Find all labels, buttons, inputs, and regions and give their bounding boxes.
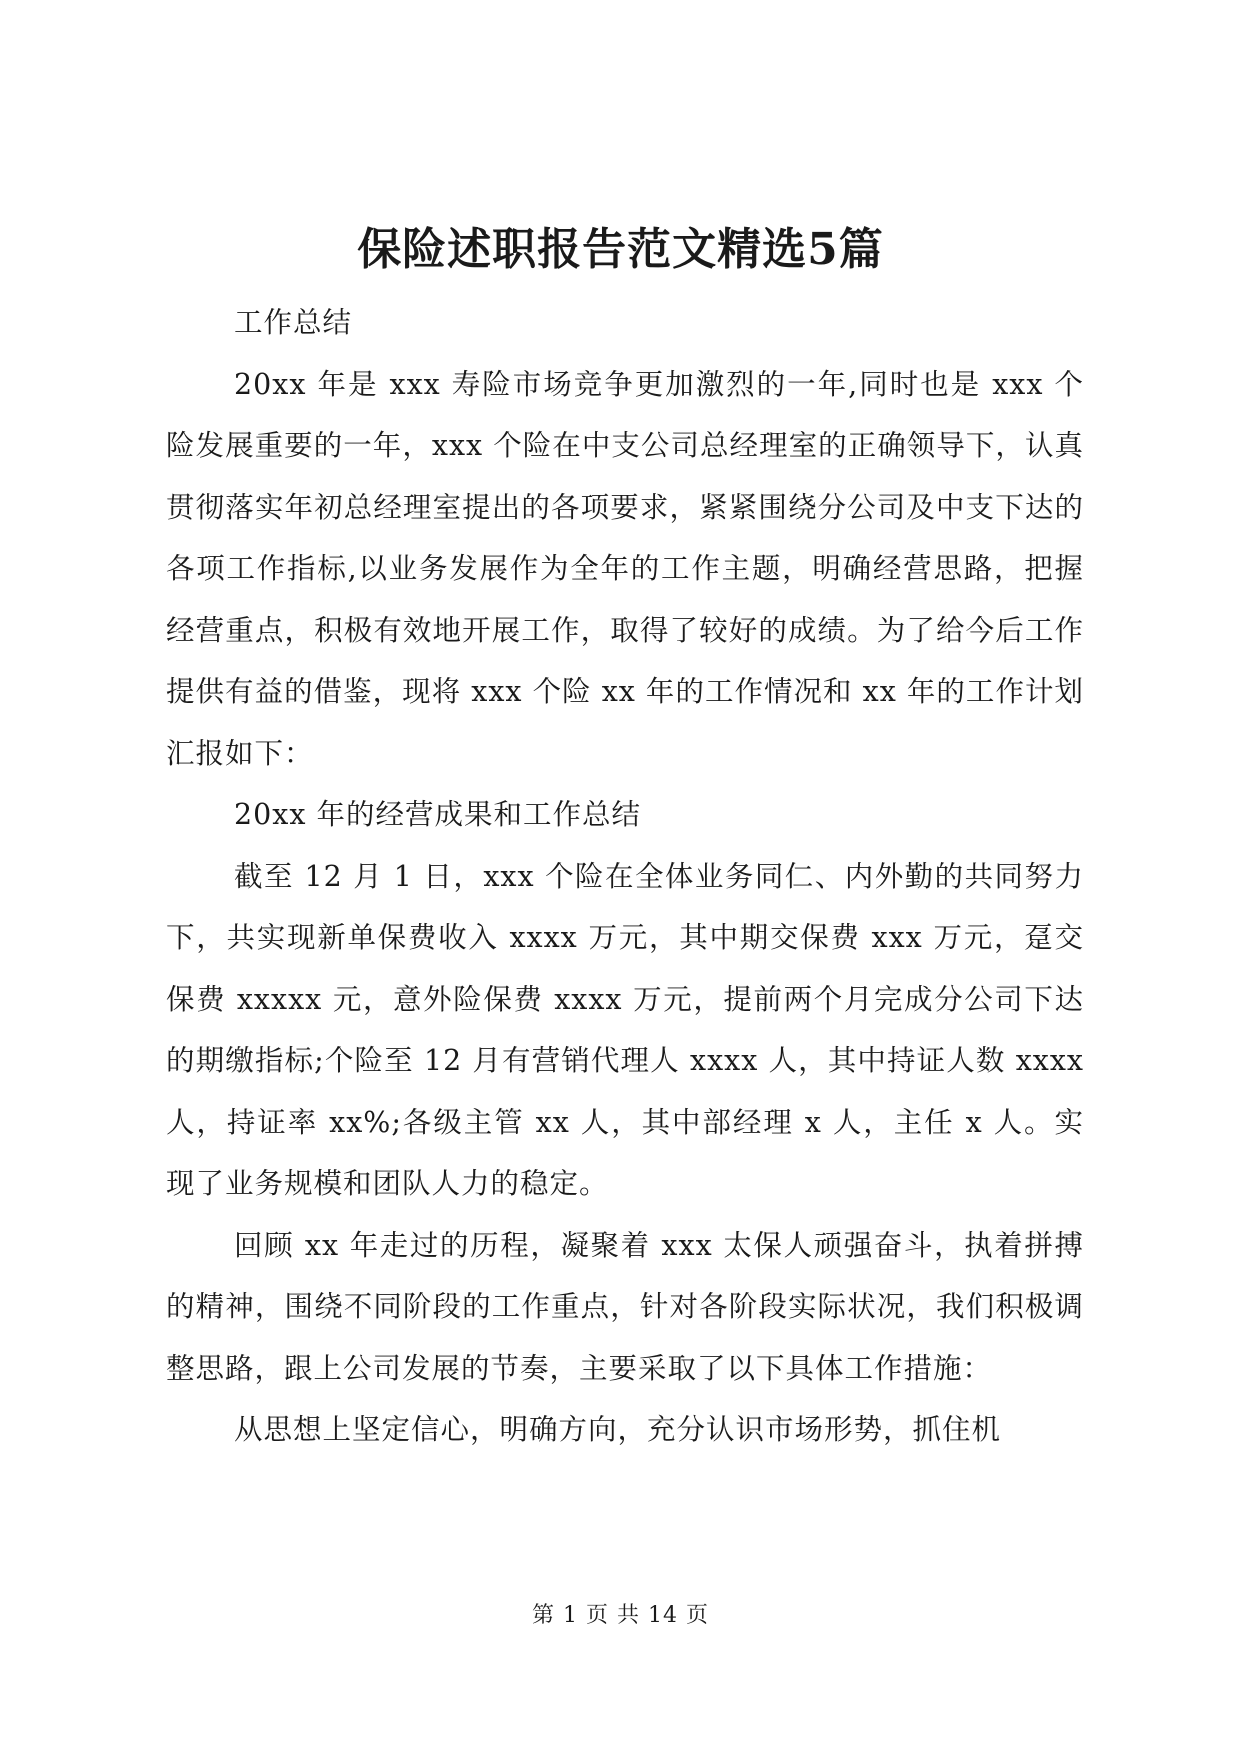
paragraph-review: 回顾 xx 年走过的历程，凝聚着 xxx 太保人顽强奋斗，执着拼搏的精神，围绕不同阶段的工作重点，针对各阶段实际状况，我们积极调整思路，跟上公司发展的节奏，主要采取了以下具体工作措施： xyxy=(166,1228,1084,1385)
document-title: 保险述职报告范文精选5篇 xyxy=(357,224,884,275)
document-body xyxy=(166,292,1084,1461)
paragraph-measures: 从思想上坚定信心，明确方向，充分认识市场形势，抓住机 xyxy=(234,1413,1002,1446)
paragraph-heading-work-summary: 工作总结 xyxy=(234,306,353,339)
paragraph-heading-results: 20xx 年的经营成果和工作总结 xyxy=(234,798,641,831)
paragraph-results: 截至 12 月 1 日，xxx 个险在全体业务同仁、内外勤的共同努力下，共实现新单保费收入 xxxx 万元，其中期交保费 xxx 万元，趸交保费 xxxxx 元，意外险保费 xxxx 万元，提前两个月完成分公司下达的期缴指标;个险至 12 月有营销代理人 xxxx 人，其中持证人数 xxxx 人，持证率 xx%;各级主管 xx 人，其中部经理 x 人，主任 x 人。实现了业务规模和团队人力的稳定。 xyxy=(166,859,1084,1200)
page-footer: 第 1 页 共 14 页 xyxy=(532,1603,709,1628)
paragraph-intro: 20xx 年是 xxx 寿险市场竞争更加激烈的一年,同时也是 xxx 个险发展重要的一年，xxx 个险在中支公司总经理室的正确领导下，认真贯彻落实年初总经理室提出的各项要求，紧紧围绕分公司及中支下达的各项工作指标,以业务发展作为全年的工作主题，明确经营思路，把握经营重点，积极有效地开展工作，取得了较好的成绩。为了给今后工作提供有益的借鉴，现将 xxx 个险 xx 年的工作情况和 xx 年的工作计划汇报如下： xyxy=(166,367,1084,770)
